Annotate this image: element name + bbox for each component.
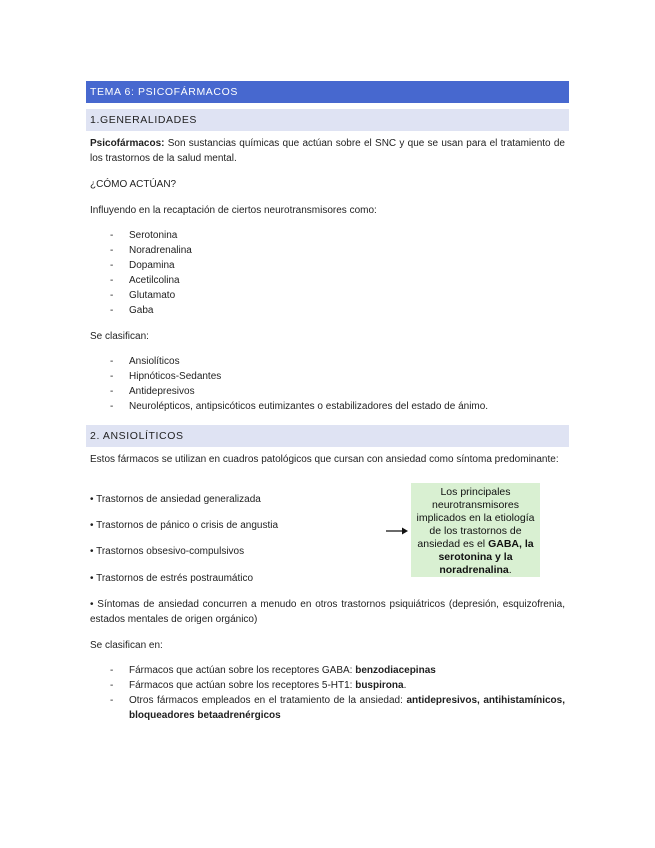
se-clasifican-label: Se clasifican: <box>90 331 149 342</box>
page-title: TEMA 6: PSICOFÁRMACOS <box>86 81 569 103</box>
neurotransmitter-list <box>110 228 192 318</box>
list-item: - Neurolépticos, antipsicóticos eutimizantes o estabilizadores del estado de ánimo. <box>110 401 489 412</box>
list-item: - Glutamato <box>110 290 176 301</box>
callout-bold: GABA, la serotonina y la noradrenalina <box>438 538 534 576</box>
section-heading-ansioliticos: 2. ANSIOLÍTICOS <box>86 425 569 447</box>
list-item: - Fármacos que actúan sobre los receptores GABA: benzodiacepinas <box>110 665 436 676</box>
classification-list <box>110 354 488 414</box>
bullet-item: • Trastornos de pánico o crisis de angustia <box>90 520 279 531</box>
list-item: - Fármacos que actúan sobre los receptores 5-HT1: buspirona. <box>110 680 407 691</box>
bullet-item: • Trastornos de estrés postraumático <box>90 573 254 584</box>
bullet-item: • Trastornos de ansiedad generalizada <box>90 494 261 505</box>
list-item: - Noradrenalina <box>110 245 192 256</box>
callout-text: Los principales neurotransmisores implicados en la etiología de los trastornos de ansiedad es el <box>416 486 535 550</box>
list-item: - Antidepresivos <box>110 386 195 397</box>
sintomas-paragraph: • Síntomas de ansiedad concurren a menudo en otros trastornos psiquiátricos (depresión, esquizofrenia, estados mentales de origen orgánico) <box>90 599 565 625</box>
list-item: - Acetilcolina <box>110 275 180 286</box>
ansioliticos-classification-list <box>110 663 565 723</box>
influyendo-paragraph: Influyendo en la recaptación de ciertos neurotransmisores como: <box>90 205 377 216</box>
list-item: - Otros fármacos empleados en el tratamiento de la ansiedad: antidepresivos, antihistamínicos, bloqueadores betaadrenérgicos <box>110 695 566 721</box>
section-heading-generalidades: 1.GENERALIDADES <box>86 109 569 131</box>
neurotransmitter-callout: Los principales neurotransmisores implicados en la etiología de los trastornos de ansiedad es el GABA, la serotonina y la noradrenalina. <box>411 483 540 577</box>
list-item: - Gaba <box>110 305 154 316</box>
list-item: - Hipnóticos-Sedantes <box>110 371 222 382</box>
list-item: - Ansiolíticos <box>110 356 180 367</box>
definition-paragraph <box>90 136 565 166</box>
ansioliticos-intro: Estos fármacos se utilizan en cuadros patológicos que cursan con ansiedad como síntoma predominante: <box>90 454 559 465</box>
se-clasifican-en-label: Se clasifican en: <box>90 640 163 651</box>
definition-text: Son sustancias químicas que actúan sobre el SNC y que se usan para el tratamiento de los trastornos de la salud mental. <box>90 138 565 164</box>
como-actuan-heading: ¿CÓMO ACTÚAN? <box>90 179 177 190</box>
bullet-item: • Trastornos obsesivo-compulsivos <box>90 546 245 557</box>
list-item: - Dopamina <box>110 260 175 271</box>
right-arrow-icon <box>386 526 408 536</box>
definition-term: Psicofármacos: <box>90 138 165 149</box>
list-item: - Serotonina <box>110 230 178 241</box>
